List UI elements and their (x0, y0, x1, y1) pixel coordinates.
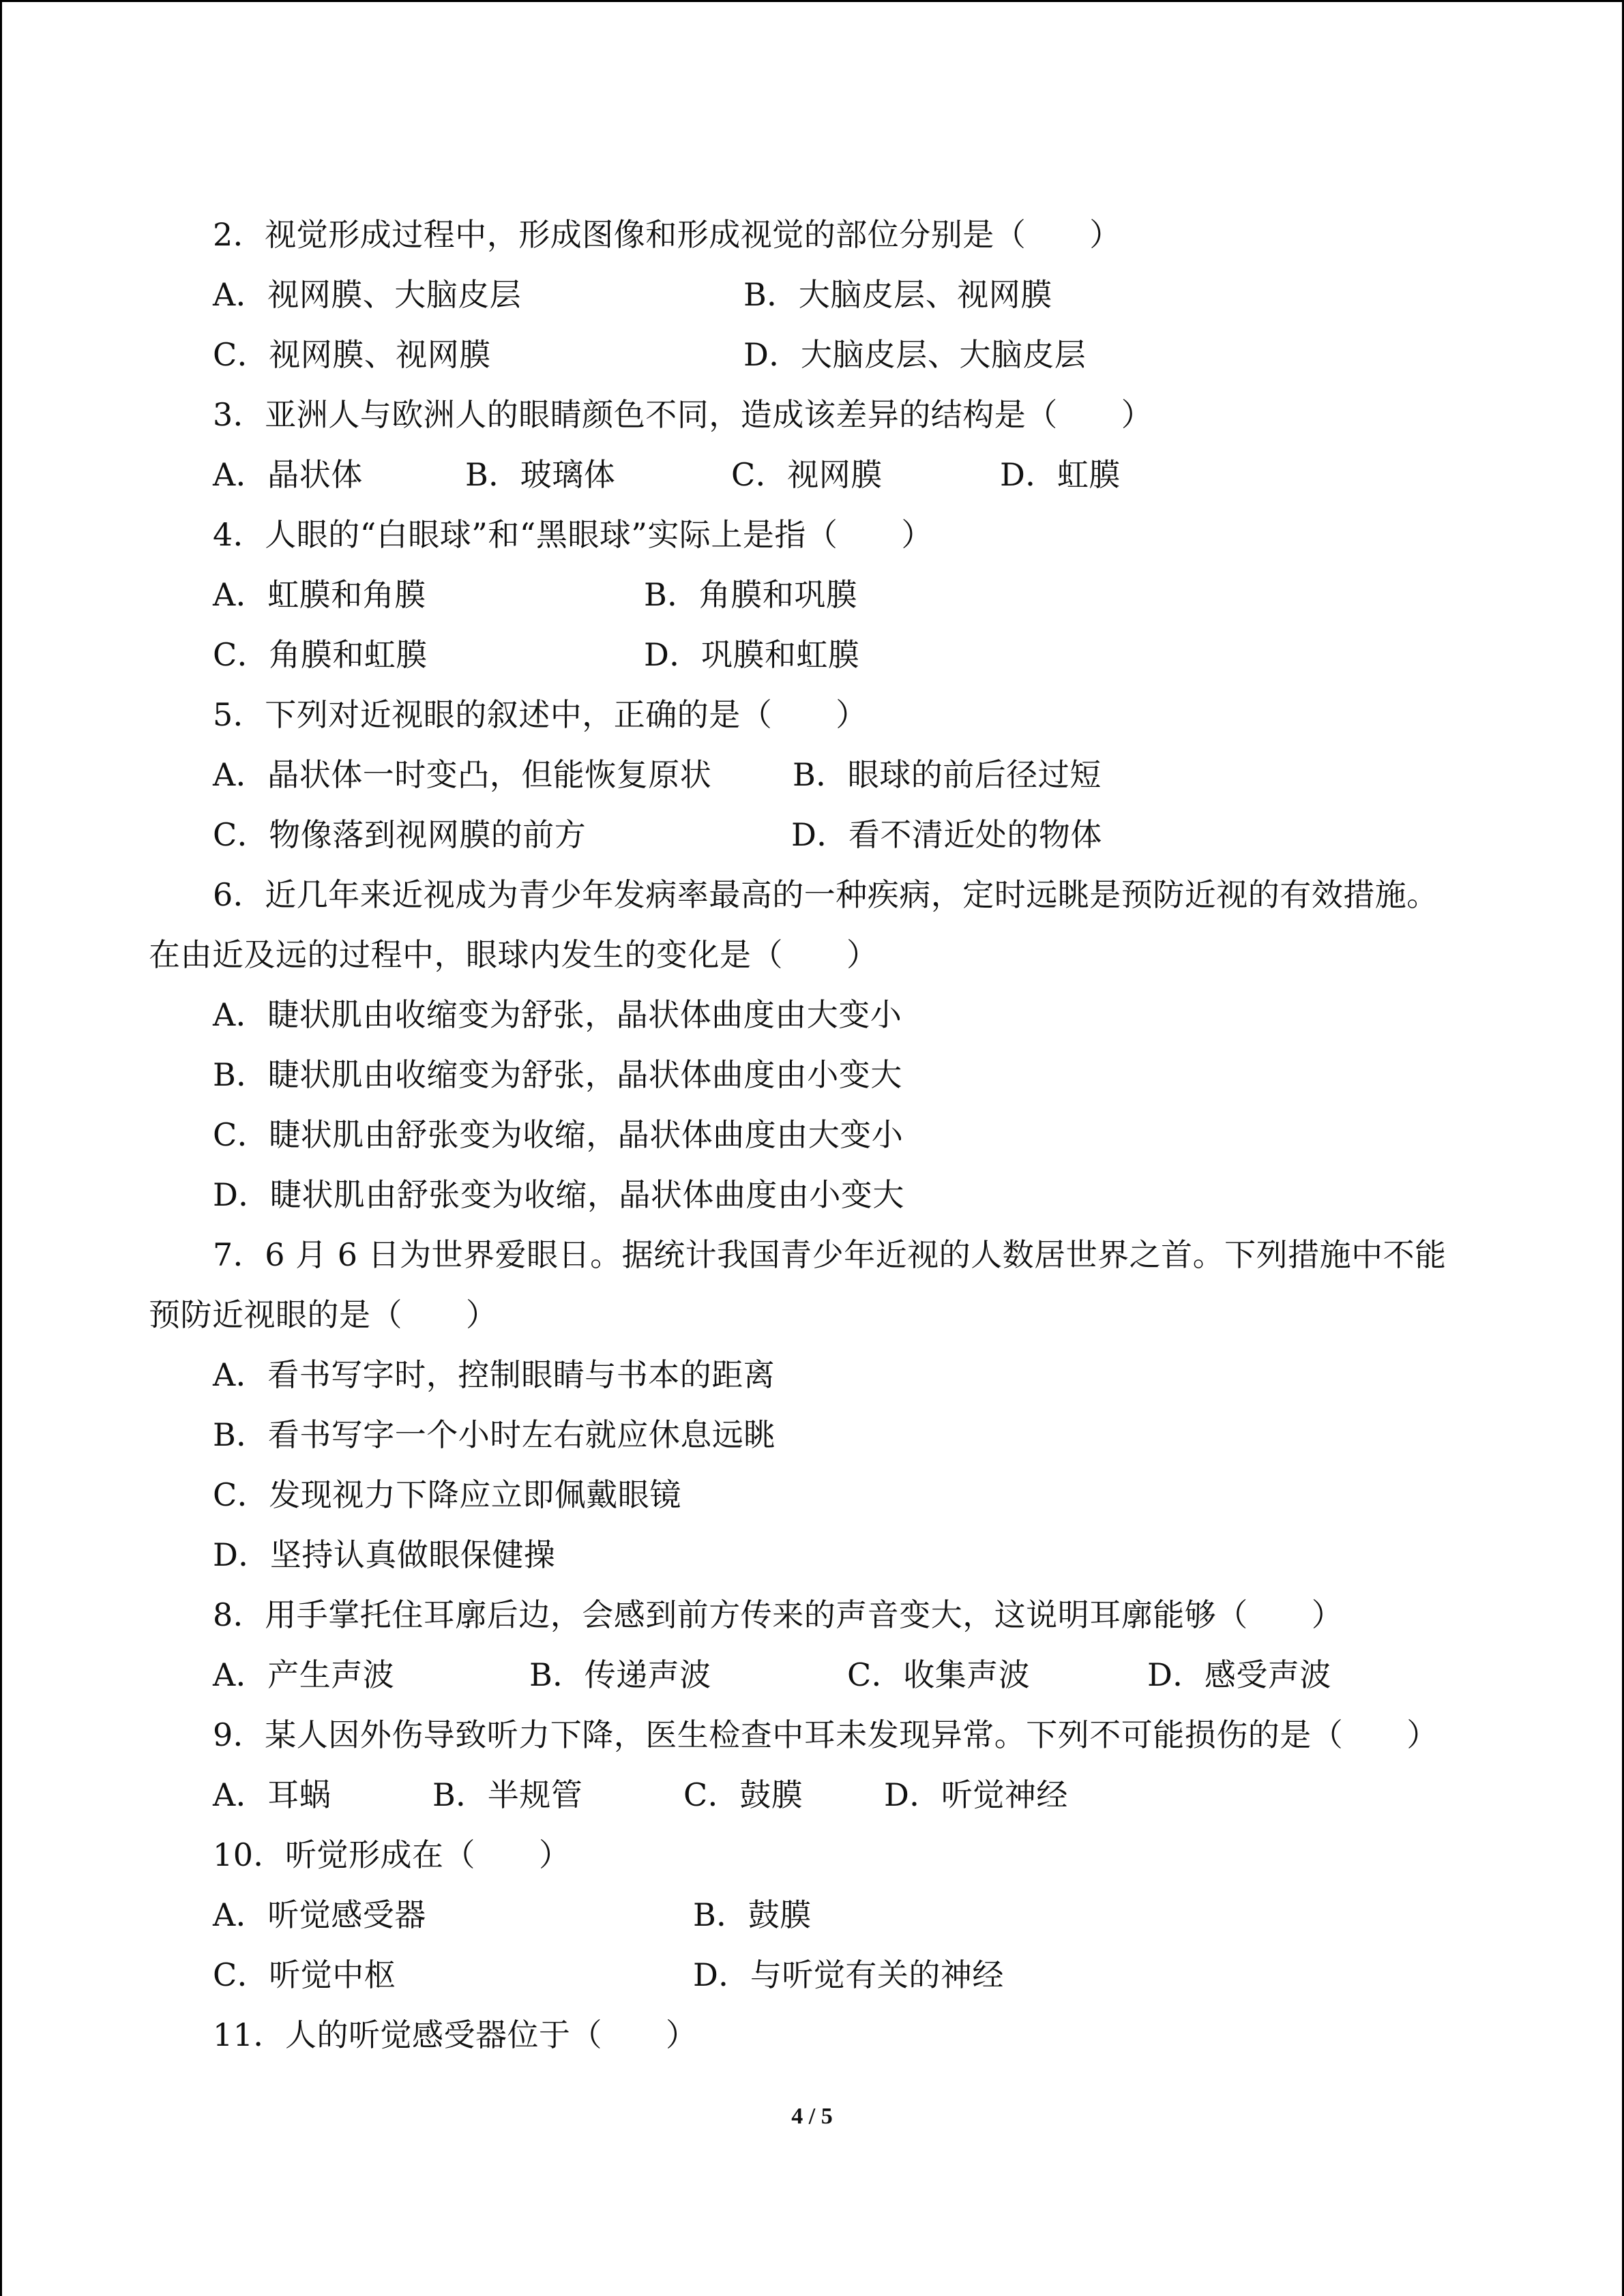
question-5-option-b: B．眼球的前后径过短 (793, 756, 1102, 793)
question-6-stem-line-2: 在由近及远的过程中，眼球内发生的变化是（ ） (149, 936, 879, 973)
question-3-option-d: D．虹膜 (1000, 456, 1121, 493)
question-3-option-a: A．晶状体 (213, 456, 363, 493)
question-10-option-b: B．鼓膜 (693, 1896, 812, 1933)
question-6-option-c: C．睫状肌由舒张变为收缩，晶状体曲度由大变小 (213, 1116, 904, 1153)
question-10-option-d: D．与听觉有关的神经 (693, 1956, 1004, 1993)
page-number: 4 / 5 (791, 2104, 833, 2129)
question-4-option-b: B．角膜和巩膜 (644, 576, 858, 613)
question-4-option-c: C．角膜和虹膜 (213, 636, 428, 673)
question-4-stem: 4．人眼的“白眼球”和“黑眼球”实际上是指（ ） (213, 516, 933, 553)
question-2-option-b: B．大脑皮层、视网膜 (743, 276, 1052, 313)
question-8-option-d: D．感受声波 (1147, 1656, 1331, 1693)
question-10-option-c: C．听觉中枢 (213, 1956, 396, 1993)
question-11-stem: 11．人的听觉感受器位于（ ） (213, 2016, 698, 2053)
question-8-stem: 8．用手掌托住耳廓后边，会感到前方传来的声音变大，这说明耳廓能够（ ） (213, 1596, 1344, 1633)
question-5-option-d: D．看不清近处的物体 (791, 816, 1102, 853)
question-3-option-b: B．玻璃体 (465, 456, 616, 493)
question-7-option-b: B．看书写字一个小时左右就应休息远眺 (213, 1416, 776, 1453)
question-6-option-b: B．睫状肌由收缩变为舒张，晶状体曲度由小变大 (213, 1056, 902, 1093)
question-10-option-a: A．听觉感受器 (213, 1896, 426, 1933)
question-7-option-a: A．看书写字时，控制眼睛与书本的距离 (213, 1356, 776, 1393)
question-2-stem: 2．视觉形成过程中，形成图像和形成视觉的部位分别是（ ） (213, 216, 1121, 253)
question-10-stem: 10．听觉形成在（ ） (213, 1836, 571, 1873)
question-6-option-a: A．睫状肌由收缩变为舒张，晶状体曲度由大变小 (213, 996, 902, 1033)
question-9-option-d: D．听觉神经 (884, 1776, 1068, 1813)
question-9-stem: 9．某人因外伤导致听力下降，医生检查中耳未发现异常。下列不可能损伤的是（ ） (213, 1716, 1438, 1753)
question-7-stem-line-2: 预防近视眼的是（ ） (149, 1296, 498, 1333)
question-6-option-d: D．睫状肌由舒张变为收缩，晶状体曲度由小变大 (213, 1176, 904, 1213)
question-6-stem-line-1: 6．近几年来近视成为青少年发病率最高的一种疾病，定时远眺是预防近视的有效措施。 (213, 876, 1438, 913)
question-3-stem: 3．亚洲人与欧洲人的眼睛颜色不同，造成该差异的结构是（ ） (213, 396, 1153, 433)
question-2-option-d: D．大脑皮层、大脑皮层 (743, 336, 1087, 373)
question-5-stem: 5．下列对近视眼的叙述中，正确的是（ ） (213, 696, 868, 733)
question-9-option-a: A．耳蜗 (213, 1776, 331, 1813)
question-9-option-b: B．半规管 (432, 1776, 583, 1813)
question-7-option-c: C．发现视力下降应立即佩戴眼镜 (213, 1476, 681, 1513)
question-4-option-d: D．巩膜和虹膜 (644, 636, 860, 673)
question-9-option-c: C．鼓膜 (683, 1776, 803, 1813)
page-left-border (0, 0, 2, 2296)
question-8-option-c: C．收集声波 (847, 1656, 1031, 1693)
question-7-stem-line-1: 7．6 月 6 日为世界爱眼日。据统计我国青少年近视的人数居世界之首。下列措施中不能 (213, 1236, 1447, 1273)
question-5-option-a: A．晶状体一时变凸，但能恢复原状 (213, 756, 712, 793)
question-3-option-c: C．视网膜 (731, 456, 883, 493)
question-7-option-d: D．坚持认真做眼保健操 (213, 1536, 556, 1573)
question-8-option-a: A．产生声波 (213, 1656, 395, 1693)
question-8-option-b: B．传递声波 (529, 1656, 711, 1693)
question-5-option-c: C．物像落到视网膜的前方 (213, 816, 587, 853)
question-4-option-a: A．虹膜和角膜 (213, 576, 426, 613)
page-top-border (0, 0, 1624, 2)
question-2-option-c: C．视网膜、视网膜 (213, 336, 491, 373)
question-2-option-a: A．视网膜、大脑皮层 (213, 276, 522, 313)
